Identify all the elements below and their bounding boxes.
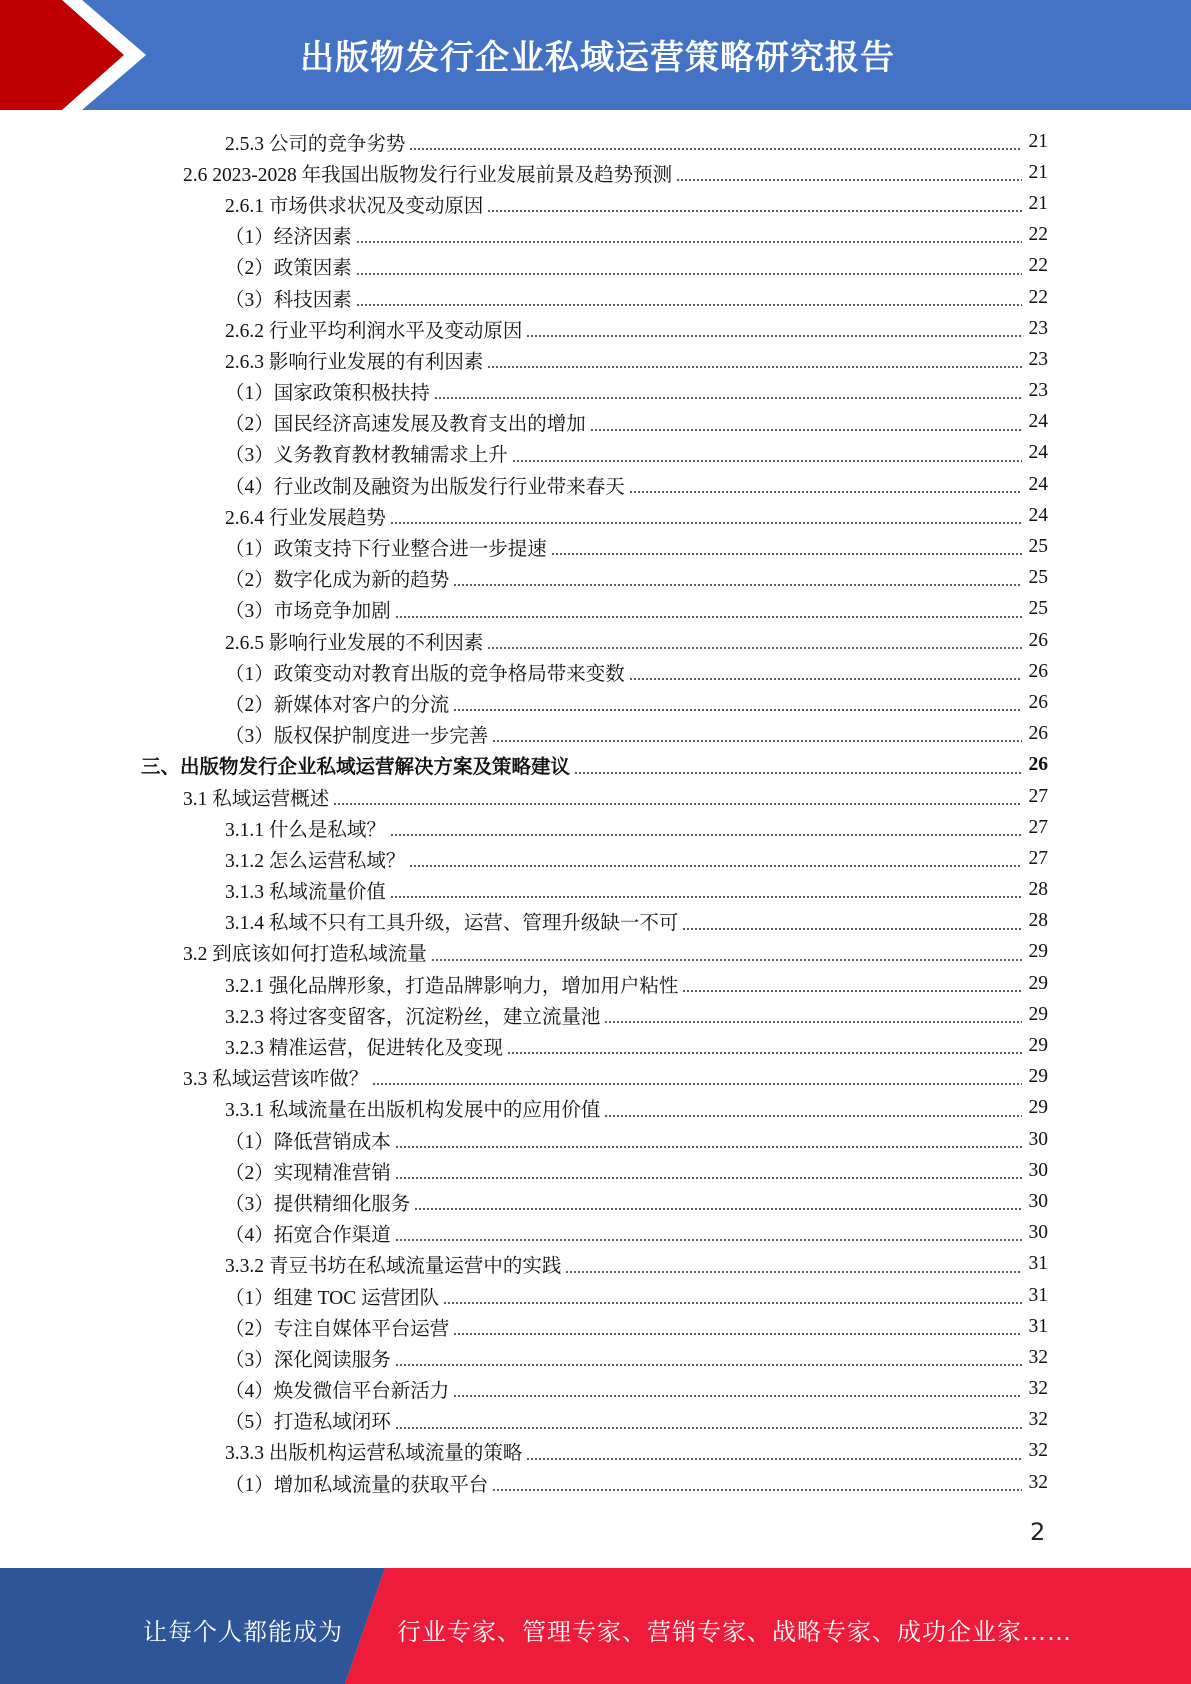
dot-leader <box>390 818 1022 838</box>
dot-leader <box>356 225 1022 245</box>
toc-entry-page: 24 <box>1028 473 1048 495</box>
toc-entry-page: 28 <box>1028 910 1048 932</box>
dot-leader <box>453 693 1022 713</box>
toc-entry[interactable] <box>0 157 1191 188</box>
toc-entry-title: 3.2.3 精准运营，促进转化及变现 <box>225 1038 503 1060</box>
toc-entry-title: （3）版权保护制度进一步完善 <box>225 726 489 748</box>
dot-leader <box>409 849 1022 869</box>
dot-leader <box>390 880 1022 900</box>
toc-entry-page: 30 <box>1028 1190 1048 1212</box>
toc-entry[interactable] <box>0 1155 1191 1186</box>
toc-entry-title: （3）科技因素 <box>225 289 352 311</box>
toc-entry[interactable] <box>0 968 1191 999</box>
toc-entry-title: 2.6 2023-2028 年我国出版物发行行业发展前景及趋势预测 <box>183 164 673 186</box>
dot-leader <box>395 1130 1022 1150</box>
toc-entry-page: 29 <box>1028 1066 1048 1088</box>
dot-leader <box>356 257 1022 277</box>
toc-entry[interactable] <box>0 781 1191 812</box>
toc-entry-page: 23 <box>1028 317 1048 339</box>
toc-entry-page: 22 <box>1028 224 1048 246</box>
dot-leader <box>453 1317 1022 1337</box>
toc-entry-title: 3.1 私域运营概述 <box>183 788 330 810</box>
dot-leader <box>682 912 1022 932</box>
toc-entry-page: 32 <box>1028 1440 1048 1462</box>
toc-entry-page: 26 <box>1028 629 1048 651</box>
toc-entry-page: 32 <box>1028 1471 1048 1493</box>
dot-leader <box>395 1348 1022 1368</box>
dot-leader <box>507 1036 1022 1056</box>
toc-entry-title: 3.3 私域运营该咋做？ <box>183 1069 369 1091</box>
toc-entry[interactable] <box>0 220 1191 251</box>
toc-entry[interactable] <box>0 1093 1191 1124</box>
toc-entry-page: 27 <box>1028 785 1048 807</box>
toc-entry-title: （2）政策因素 <box>225 258 352 280</box>
toc-entry[interactable] <box>0 750 1191 781</box>
toc-entry-page: 26 <box>1028 723 1048 745</box>
toc-entry[interactable] <box>0 812 1191 843</box>
toc-entry-title: 3.2 到底该如何打造私域流量 <box>183 944 427 966</box>
toc-entry[interactable] <box>0 1280 1191 1311</box>
toc-entry-page: 26 <box>1028 691 1048 713</box>
toc-entry-title: （1）增加私域流量的获取平台 <box>225 1474 489 1496</box>
toc-entry-title: （3）提供精细化服务 <box>225 1193 411 1215</box>
dot-leader <box>565 1255 1022 1275</box>
dot-leader <box>604 1099 1022 1119</box>
toc-entry-title: （3）市场竞争加剧 <box>225 601 391 623</box>
toc-entry[interactable] <box>0 531 1191 562</box>
toc-entry[interactable] <box>0 500 1191 531</box>
dot-leader <box>443 1286 1022 1306</box>
dot-leader <box>492 724 1022 744</box>
toc-entry[interactable] <box>0 843 1191 874</box>
dot-leader <box>431 943 1022 963</box>
toc-entry[interactable] <box>0 906 1191 937</box>
toc-entry-title: （2）专注自媒体平台运营 <box>225 1318 450 1340</box>
toc-entry-title: 3.1.1 什么是私域？ <box>225 819 386 841</box>
page-number: 2 <box>1030 1518 1046 1546</box>
toc-entry-title: 3.1.2 怎么运营私域？ <box>225 850 406 872</box>
toc-entry-title: （4）行业改制及融资为出版发行行业带来春天 <box>225 476 625 498</box>
report-title: 出版物发行企业私域运营策略研究报告 <box>300 38 895 78</box>
toc-entry-page: 29 <box>1028 1097 1048 1119</box>
toc-entry[interactable] <box>0 1030 1191 1061</box>
toc-entry-page: 32 <box>1028 1409 1048 1431</box>
toc-entry-page: 21 <box>1028 130 1048 152</box>
toc-entry-title: 2.5.3 公司的竞争劣势 <box>225 133 406 155</box>
toc-entry[interactable] <box>0 376 1191 407</box>
toc-entry-page: 30 <box>1028 1128 1048 1150</box>
toc-entry[interactable] <box>0 188 1191 219</box>
toc-entry-page: 21 <box>1028 192 1048 214</box>
toc-entry-title: （4）拓宽合作渠道 <box>225 1225 391 1247</box>
toc-entry-page: 21 <box>1028 161 1048 183</box>
toc-entry[interactable] <box>0 1374 1191 1405</box>
toc-entry[interactable] <box>0 313 1191 344</box>
toc-entry[interactable] <box>0 1218 1191 1249</box>
toc-entry-page: 26 <box>1028 660 1048 682</box>
toc-entry-title: （1）政策变动对教育出版的竞争格局带来变数 <box>225 663 625 685</box>
toc-entry-page: 25 <box>1028 598 1048 620</box>
toc-entry[interactable] <box>0 1062 1191 1093</box>
toc-entry-title: （2）实现精准营销 <box>225 1162 391 1184</box>
toc-entry[interactable] <box>0 594 1191 625</box>
dot-leader <box>551 537 1022 557</box>
toc-entry-title: 3.2.3 将过客变留客，沉淀粉丝，建立流量池 <box>225 1006 601 1028</box>
dot-leader <box>512 444 1022 464</box>
dot-leader <box>372 1067 1022 1087</box>
toc-entry[interactable] <box>0 251 1191 282</box>
dot-leader <box>395 600 1022 620</box>
toc-entry[interactable] <box>0 625 1191 656</box>
toc-entry-page: 31 <box>1028 1315 1048 1337</box>
toc-entry[interactable] <box>0 1467 1191 1498</box>
toc-entry-title: （1）降低营销成本 <box>225 1131 391 1153</box>
dot-leader <box>395 1223 1022 1243</box>
toc-entry[interactable] <box>0 656 1191 687</box>
toc-entry[interactable] <box>0 687 1191 718</box>
toc-entry-page: 29 <box>1028 1035 1048 1057</box>
toc-entry[interactable] <box>0 999 1191 1030</box>
toc-entry-page: 24 <box>1028 442 1048 464</box>
dot-leader <box>590 413 1022 433</box>
dot-leader <box>676 163 1022 183</box>
toc-entry[interactable] <box>0 875 1191 906</box>
toc-entry[interactable] <box>0 1405 1191 1436</box>
toc-entry-page: 30 <box>1028 1222 1048 1244</box>
toc-entry[interactable] <box>0 438 1191 469</box>
toc-entry-title: 2.6.2 行业平均利润水平及变动原因 <box>225 320 523 342</box>
footer-slogan-right: 行业专家、管理专家、营销专家、战略专家、成功企业家…… <box>397 1618 1072 1646</box>
dot-leader <box>526 319 1022 339</box>
dot-leader <box>356 288 1022 308</box>
toc-entry-page: 22 <box>1028 286 1048 308</box>
toc-entry-page: 25 <box>1028 536 1048 558</box>
toc-entry-title: 2.6.4 行业发展趋势 <box>225 507 386 529</box>
toc-entry-page: 25 <box>1028 567 1048 589</box>
toc-entry-page: 29 <box>1028 1003 1048 1025</box>
dot-leader <box>492 1473 1022 1493</box>
dot-leader <box>604 1005 1022 1025</box>
toc-entry-title: 3.2.1 强化品牌形象，打造品牌影响力，增加用户粘性 <box>225 975 679 997</box>
toc-entry[interactable] <box>0 469 1191 500</box>
toc-entry[interactable] <box>0 282 1191 313</box>
toc-entry-title: （1）组建 TOC 运营团队 <box>225 1287 440 1309</box>
dot-leader <box>629 662 1022 682</box>
toc-entry-title: （1）经济因素 <box>225 227 352 249</box>
toc-entry-page: 24 <box>1028 411 1048 433</box>
toc-entry-title: 3.1.3 私域流量价值 <box>225 882 386 904</box>
toc-entry-title: （3）深化阅读服务 <box>225 1349 391 1371</box>
header-banner <box>0 0 1191 110</box>
toc-entry[interactable] <box>0 563 1191 594</box>
dot-leader <box>453 568 1022 588</box>
footer-banner <box>0 1568 1191 1684</box>
dot-leader <box>487 350 1022 370</box>
toc-entry[interactable] <box>0 1124 1191 1155</box>
dot-leader <box>414 1192 1022 1212</box>
dot-leader <box>682 974 1022 994</box>
toc-entry-title: 2.6.1 市场供求状况及变动原因 <box>225 195 484 217</box>
toc-entry-page: 27 <box>1028 816 1048 838</box>
toc-entry-page: 31 <box>1028 1284 1048 1306</box>
toc-entry-title: 3.1.4 私域不只有工具升级，运营、管理升级缺一不可 <box>225 913 679 935</box>
arrow-decoration <box>0 0 160 110</box>
toc-entry-page: 30 <box>1028 1159 1048 1181</box>
toc-entry[interactable] <box>0 1342 1191 1373</box>
toc-entry[interactable] <box>0 1249 1191 1280</box>
toc-entry-page: 27 <box>1028 847 1048 869</box>
toc-entry-title: （2）数字化成为新的趋势 <box>225 570 450 592</box>
dot-leader <box>333 787 1022 807</box>
toc-entry-title: （3）义务教育教材教辅需求上升 <box>225 445 508 467</box>
toc-entry-title: （1）政策支持下行业整合进一步提速 <box>225 539 547 561</box>
toc-entry-page: 31 <box>1028 1253 1048 1275</box>
dot-leader <box>629 475 1022 495</box>
table-of-contents <box>0 126 1191 1498</box>
dot-leader <box>453 1379 1022 1399</box>
toc-entry-page: 29 <box>1028 972 1048 994</box>
toc-entry-title: （5）打造私域闭环 <box>225 1412 391 1434</box>
toc-entry-page: 29 <box>1028 941 1048 963</box>
toc-entry[interactable] <box>0 1186 1191 1217</box>
toc-entry-title: 3.3.2 青豆书坊在私域流量运营中的实践 <box>225 1256 562 1278</box>
toc-entry-page: 28 <box>1028 879 1048 901</box>
toc-entry-page: 23 <box>1028 380 1048 402</box>
toc-entry[interactable] <box>0 344 1191 375</box>
toc-entry[interactable] <box>0 407 1191 438</box>
toc-entry-title: （2）国民经济高速发展及教育支出的增加 <box>225 414 586 436</box>
toc-entry[interactable] <box>0 126 1191 157</box>
dot-leader <box>390 506 1022 526</box>
dot-leader <box>409 132 1022 152</box>
toc-entry-title: 3.3.3 出版机构运营私域流量的策略 <box>225 1443 523 1465</box>
dot-leader <box>395 1161 1022 1181</box>
toc-entry[interactable] <box>0 1436 1191 1467</box>
toc-entry-page: 23 <box>1028 348 1048 370</box>
toc-entry-page: 26 <box>1028 754 1048 776</box>
toc-entry-title: （4）焕发微信平台新活力 <box>225 1381 450 1403</box>
dot-leader <box>487 194 1022 214</box>
toc-entry[interactable] <box>0 719 1191 750</box>
toc-entry-page: 32 <box>1028 1378 1048 1400</box>
toc-entry-title: 三、出版物发行企业私域运营解决方案及策略建议 <box>141 757 571 779</box>
toc-entry-title: 2.6.5 影响行业发展的不利因素 <box>225 632 484 654</box>
dot-leader <box>434 381 1022 401</box>
toc-entry[interactable] <box>0 1311 1191 1342</box>
toc-entry-title: 3.3.1 私域流量在出版机构发展中的应用价值 <box>225 1100 601 1122</box>
toc-entry-title: 2.6.3 影响行业发展的有利因素 <box>225 351 484 373</box>
toc-entry-page: 24 <box>1028 504 1048 526</box>
toc-entry-title: （2）新媒体对客户的分流 <box>225 694 450 716</box>
toc-entry[interactable] <box>0 937 1191 968</box>
dot-leader <box>574 756 1022 776</box>
dot-leader <box>395 1411 1022 1431</box>
toc-entry-page: 32 <box>1028 1346 1048 1368</box>
dot-leader <box>487 631 1022 651</box>
dot-leader <box>526 1442 1022 1462</box>
toc-entry-title: （1）国家政策积极扶持 <box>225 383 430 405</box>
footer-slogan-left: 让每个人都能成为 <box>143 1618 343 1646</box>
toc-entry-page: 22 <box>1028 255 1048 277</box>
